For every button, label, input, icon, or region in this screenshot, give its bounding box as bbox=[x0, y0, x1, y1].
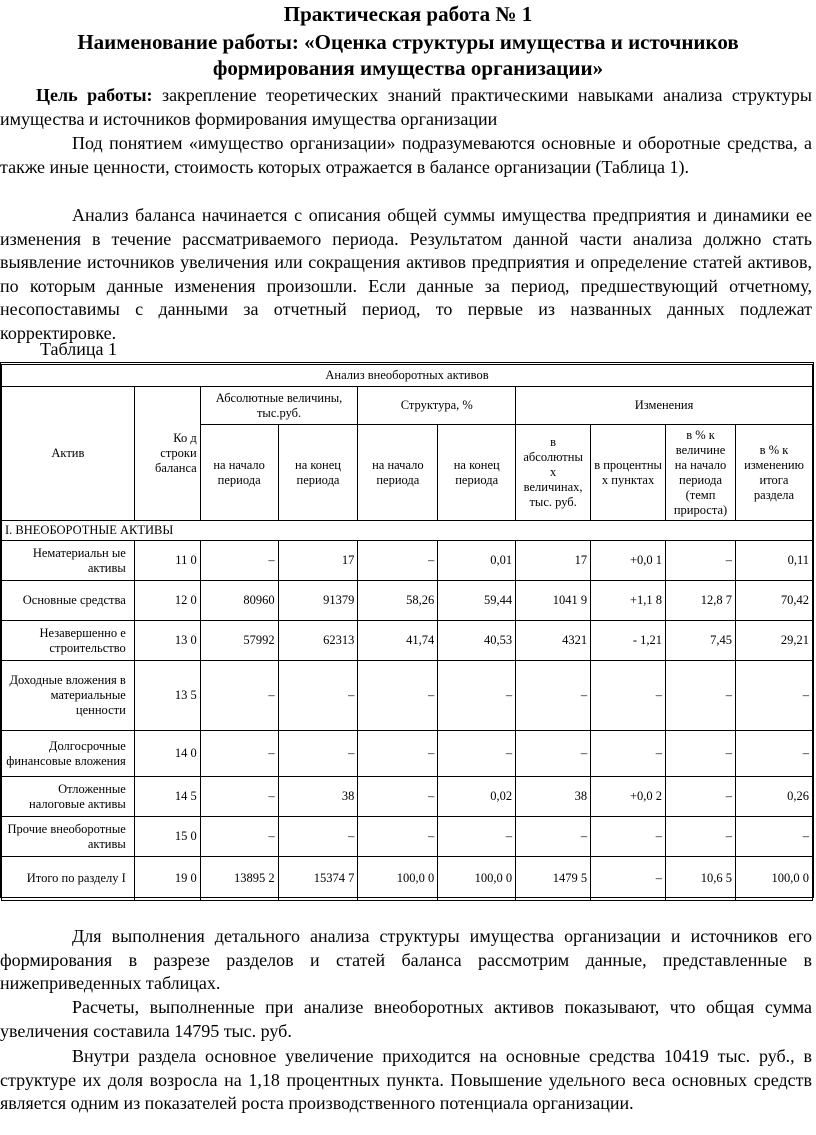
row-name: Нематериальн ые активы bbox=[2, 541, 135, 581]
value-abs-change: – bbox=[516, 731, 591, 777]
value-pct-begin: – bbox=[666, 541, 736, 581]
paragraph-2-text: Анализ баланса начинается с описания общей суммы имущества предприятия и динамики ее изменения в течение рассматриваемого периода. Результатом данной части анализа должно стать выявление источников увеличения или сокращения активов предприятия и определение статей активов, по которым данные изменения произошли. Если данные за период, предшествующий отчетному, несопоставимы с данными за отчетный период, то первые из названных данных подлежат корректировке. bbox=[0, 205, 812, 343]
value-pp-change: - 1,21 bbox=[591, 621, 666, 661]
value-begin-struct: 41,74 bbox=[358, 621, 438, 661]
value-abs-change: – bbox=[516, 661, 591, 731]
paragraph-1 bbox=[0, 132, 812, 179]
value-begin-struct: – bbox=[358, 731, 438, 777]
paragraph-1-text: Под понятием «имущество организации» подразумеваются основные и оборотные средства, а также иные ценности, стоимость которых отражается в балансе организации (Таблица 1). bbox=[0, 133, 812, 177]
table-row bbox=[2, 777, 813, 817]
paragraph-3 bbox=[0, 925, 812, 996]
value-pct-total: – bbox=[736, 817, 813, 857]
value-end-abs: 62313 bbox=[278, 621, 358, 661]
value-begin-struct: – bbox=[358, 777, 438, 817]
value-pp-change: – bbox=[591, 661, 666, 731]
value-pct-total: 100,0 0 bbox=[736, 857, 813, 901]
value-pct-begin: – bbox=[666, 817, 736, 857]
paragraph-4-text: Расчеты, выполненные при анализе внеоборотных активов показывают, что общая сумма увеличения составила 14795 тыс. руб. bbox=[0, 997, 812, 1041]
value-end-struct: – bbox=[438, 731, 516, 777]
value-end-abs: – bbox=[278, 731, 358, 777]
header-pp-change: в процентны х пунктах bbox=[591, 425, 666, 521]
table-row bbox=[2, 817, 813, 857]
value-begin-struct: – bbox=[358, 817, 438, 857]
value-end-abs: 38 bbox=[278, 777, 358, 817]
value-pct-total: 0,11 bbox=[736, 541, 813, 581]
value-pct-total: – bbox=[736, 661, 813, 731]
paragraph-3-text: Для выполнения детального анализа структуры имущества организации и источников его формирования в разрезе разделов и статей баланса рассмотрим данные, представленные в нижеприведенных таблицах. bbox=[0, 926, 812, 993]
table-caption: Таблица 1 bbox=[40, 339, 117, 359]
value-pp-change: +0,0 1 bbox=[591, 541, 666, 581]
value-abs-change: – bbox=[516, 817, 591, 857]
table-row bbox=[2, 541, 813, 581]
paragraph-4 bbox=[0, 996, 812, 1043]
value-abs-change: 1041 9 bbox=[516, 581, 591, 621]
work-name-line1: Наименование работы: «Оценка структуры имущества и источников bbox=[77, 30, 739, 54]
value-end-abs: – bbox=[278, 817, 358, 857]
header-begin-abs: на начало периода bbox=[200, 425, 278, 521]
value-pp-change: – bbox=[591, 817, 666, 857]
value-begin-abs: – bbox=[200, 541, 278, 581]
value-pct-total: – bbox=[736, 731, 813, 777]
value-end-abs: 17 bbox=[278, 541, 358, 581]
paragraph-5 bbox=[0, 1045, 812, 1116]
table-row bbox=[2, 731, 813, 777]
value-end-struct: – bbox=[438, 661, 516, 731]
row-code: 13 5 bbox=[134, 661, 200, 731]
work-name-line2: формирования имущества организации» bbox=[212, 56, 604, 80]
value-pct-total: 0,26 bbox=[736, 777, 813, 817]
header-abs-change: в абсолютны х величинах, тыс. руб. bbox=[516, 425, 591, 521]
paragraph-2 bbox=[0, 204, 812, 345]
value-pct-total: 70,42 bbox=[736, 581, 813, 621]
row-name: Основные средства bbox=[2, 581, 135, 621]
row-code: 14 0 bbox=[134, 731, 200, 777]
row-code: 19 0 bbox=[134, 857, 200, 901]
value-pct-begin: – bbox=[666, 661, 736, 731]
value-pct-begin: 12,8 7 bbox=[666, 581, 736, 621]
value-pct-begin: 7,45 bbox=[666, 621, 736, 661]
header-aktiv: Актив bbox=[2, 387, 135, 521]
row-name: Долгосрочные финансовые вложения bbox=[2, 731, 135, 777]
work-title: Практическая работа № 1 bbox=[283, 2, 533, 26]
value-end-abs: 91379 bbox=[278, 581, 358, 621]
header-line-code: Ко д строки баланса bbox=[134, 387, 200, 521]
value-begin-abs: – bbox=[200, 817, 278, 857]
value-begin-abs: – bbox=[200, 731, 278, 777]
value-end-struct: 0,01 bbox=[438, 541, 516, 581]
noncurrent-assets-table bbox=[1, 364, 813, 901]
value-begin-struct: 100,0 0 bbox=[358, 857, 438, 901]
row-name: Незавершенно е строительство bbox=[2, 621, 135, 661]
header-absolute: Абсолютные величины, тыс.руб. bbox=[200, 387, 358, 425]
value-begin-abs: – bbox=[200, 661, 278, 731]
value-begin-struct: – bbox=[358, 541, 438, 581]
row-name: Отложенные налоговые активы bbox=[2, 777, 135, 817]
value-pp-change: +0,0 2 bbox=[591, 777, 666, 817]
value-end-struct: 100,0 0 bbox=[438, 857, 516, 901]
section-header: I. ВНЕОБОРОТНЫЕ АКТИВЫ bbox=[2, 521, 813, 541]
value-end-struct: 59,44 bbox=[438, 581, 516, 621]
value-end-struct: – bbox=[438, 817, 516, 857]
table-row bbox=[2, 857, 813, 901]
value-pct-begin: – bbox=[666, 777, 736, 817]
header-changes: Изменения bbox=[516, 387, 813, 425]
value-begin-abs: – bbox=[200, 777, 278, 817]
value-pp-change: +1,1 8 bbox=[591, 581, 666, 621]
value-pp-change: – bbox=[591, 731, 666, 777]
header-pct-total: в % к изменению итога раздела bbox=[736, 425, 813, 521]
table-title: Анализ внеоборотных активов bbox=[2, 365, 813, 387]
value-abs-change: 1479 5 bbox=[516, 857, 591, 901]
header-end-struct: на конец периода bbox=[438, 425, 516, 521]
row-name: Итого по разделу I bbox=[2, 857, 135, 901]
value-begin-abs: 80960 bbox=[200, 581, 278, 621]
row-code: 12 0 bbox=[134, 581, 200, 621]
value-abs-change: 4321 bbox=[516, 621, 591, 661]
row-code: 13 0 bbox=[134, 621, 200, 661]
value-begin-abs: 13895 2 bbox=[200, 857, 278, 901]
value-end-abs: 15374 7 bbox=[278, 857, 358, 901]
value-pct-begin: – bbox=[666, 731, 736, 777]
value-end-abs: – bbox=[278, 661, 358, 731]
paragraph-5-text: Внутри раздела основное увеличение приходится на основные средства 10419 тыс. руб., в структуре их доля возросла на 1,18 процентных пункта. Повышение удельного веса основных средств является одним из показателей роста производственного потенциала организации. bbox=[0, 1046, 812, 1113]
goal-label: Цель работы: bbox=[36, 85, 153, 105]
value-end-struct: 0,02 bbox=[438, 777, 516, 817]
header-structure: Структура, % bbox=[358, 387, 516, 425]
value-pct-begin: 10,6 5 bbox=[666, 857, 736, 901]
header-pct-begin: в % к величине на начало периода (темп прироста) bbox=[666, 425, 736, 521]
table-row bbox=[2, 581, 813, 621]
row-name: Доходные вложения в материальные ценности bbox=[2, 661, 135, 731]
goal-paragraph bbox=[0, 84, 812, 131]
header-end-abs: на конец периода bbox=[278, 425, 358, 521]
table-row bbox=[2, 621, 813, 661]
value-abs-change: 38 bbox=[516, 777, 591, 817]
header-begin-struct: на начало периода bbox=[358, 425, 438, 521]
row-code: 15 0 bbox=[134, 817, 200, 857]
value-begin-struct: – bbox=[358, 661, 438, 731]
value-pp-change: – bbox=[591, 857, 666, 901]
value-abs-change: 17 bbox=[516, 541, 591, 581]
value-pct-total: 29,21 bbox=[736, 621, 813, 661]
value-begin-abs: 57992 bbox=[200, 621, 278, 661]
row-name: Прочие внеоборотные активы bbox=[2, 817, 135, 857]
table-row bbox=[2, 661, 813, 731]
goal-text: закрепление теоретических знаний практическими навыками анализа структуры имущества и источников формирования имущества организации bbox=[0, 85, 812, 129]
value-begin-struct: 58,26 bbox=[358, 581, 438, 621]
row-code: 11 0 bbox=[134, 541, 200, 581]
value-end-struct: 40,53 bbox=[438, 621, 516, 661]
row-code: 14 5 bbox=[134, 777, 200, 817]
